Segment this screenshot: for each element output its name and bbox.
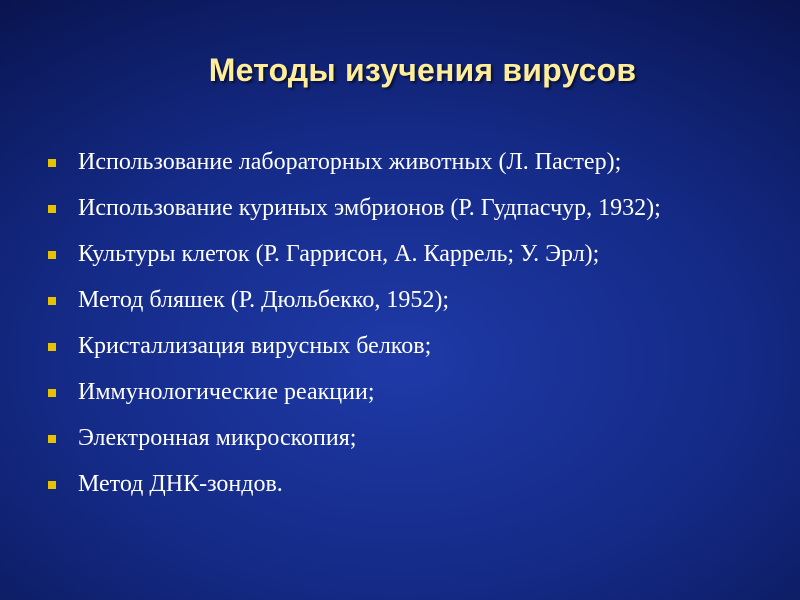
bullet-text: Использование лабораторных животных (Л. Пастер); <box>78 149 622 175</box>
bullet-item <box>48 374 768 410</box>
square-bullet-icon <box>48 481 56 489</box>
bullet-text: Использование куриных эмбрионов (Р. Гудпасчур, 1932); <box>78 195 661 221</box>
square-bullet-icon <box>48 297 56 305</box>
slide-title: Методы изучения вирусов <box>208 52 637 88</box>
bullet-text: Метод ДНК-зондов. <box>78 471 283 497</box>
square-bullet-icon <box>48 389 56 397</box>
bullet-item <box>48 466 768 502</box>
bullet-item <box>48 144 768 180</box>
bullet-item <box>48 328 768 364</box>
bullet-item <box>48 190 768 226</box>
square-bullet-icon <box>48 435 56 443</box>
bullet-item <box>48 236 768 272</box>
bullet-text: Культуры клеток (Р. Гаррисон, А. Каррель; У. Эрл); <box>78 241 600 267</box>
bullet-text: Кристаллизация вирусных белков; <box>78 333 432 359</box>
square-bullet-icon <box>48 205 56 213</box>
bullet-list <box>48 144 768 512</box>
bullet-item <box>48 282 768 318</box>
bullet-text: Электронная микроскопия; <box>78 425 357 451</box>
square-bullet-icon <box>48 251 56 259</box>
bullet-item <box>48 420 768 456</box>
square-bullet-icon <box>48 159 56 167</box>
bullet-text: Метод бляшек (Р. Дюльбекко, 1952); <box>78 287 450 313</box>
square-bullet-icon <box>48 343 56 351</box>
bullet-text: Иммунологические реакции; <box>78 379 375 405</box>
